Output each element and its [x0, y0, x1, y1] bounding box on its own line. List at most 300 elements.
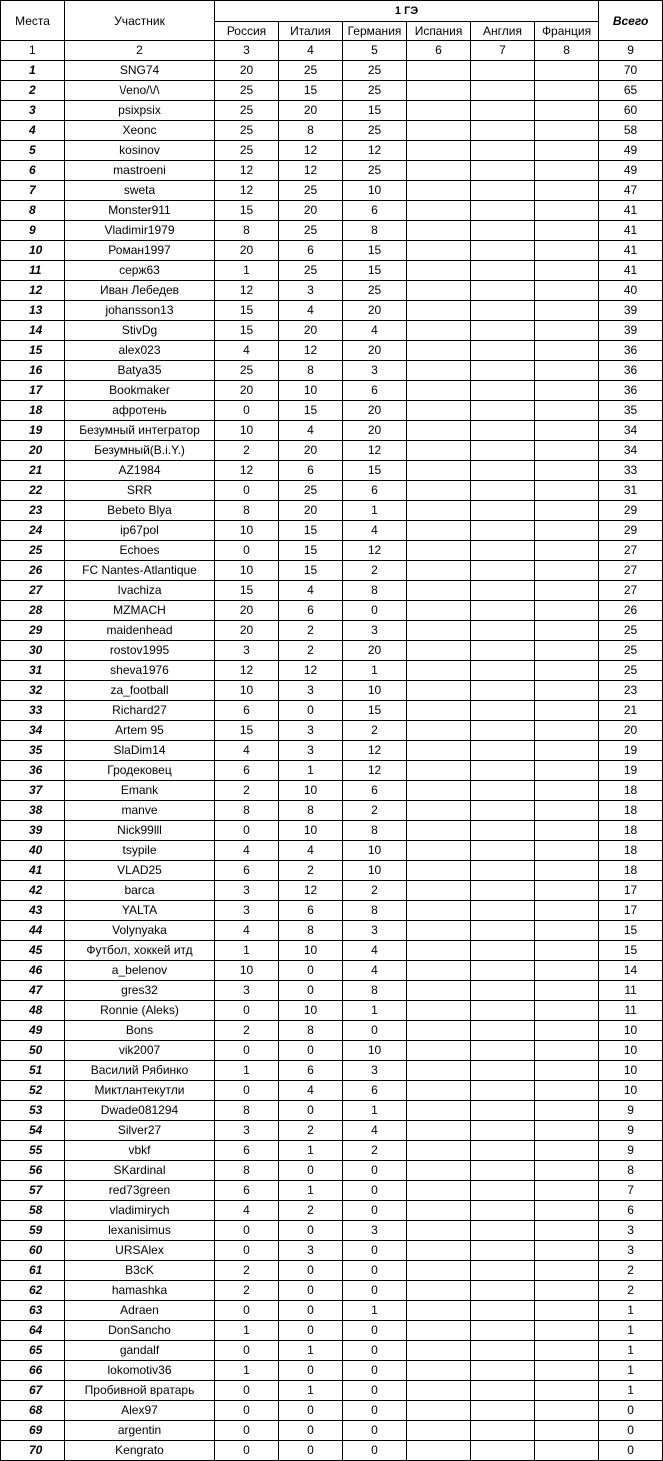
score-cell: 15 — [215, 321, 279, 341]
total-cell: 41 — [599, 241, 663, 261]
score-cell — [471, 421, 535, 441]
score-cell — [407, 1161, 471, 1181]
score-cell — [535, 101, 599, 121]
table-row — [1, 381, 663, 401]
total-cell: 10 — [599, 1021, 663, 1041]
score-cell: 0 — [215, 1341, 279, 1361]
score-cell: 0 — [279, 1361, 343, 1381]
score-cell — [535, 501, 599, 521]
total-cell: 41 — [599, 261, 663, 281]
score-cell: 0 — [279, 1041, 343, 1061]
table-row — [1, 181, 663, 201]
total-cell: 34 — [599, 421, 663, 441]
total-cell: 2 — [599, 1281, 663, 1301]
score-cell: 25 — [343, 161, 407, 181]
score-cell — [535, 981, 599, 1001]
place-cell: 44 — [1, 921, 65, 941]
participant-cell: barca — [65, 881, 215, 901]
place-cell: 6 — [1, 161, 65, 181]
participant-cell: Пробивной вратарь — [65, 1381, 215, 1401]
score-cell — [407, 1201, 471, 1221]
score-cell: 3 — [343, 361, 407, 381]
score-cell — [535, 561, 599, 581]
score-cell — [535, 1081, 599, 1101]
score-cell: 20 — [343, 641, 407, 661]
score-cell — [407, 1021, 471, 1041]
score-cell: 10 — [279, 781, 343, 801]
score-cell: 10 — [343, 681, 407, 701]
score-cell — [535, 1141, 599, 1161]
score-cell — [407, 261, 471, 281]
score-cell: 0 — [343, 1261, 407, 1281]
table-row — [1, 161, 663, 181]
score-cell: 15 — [279, 561, 343, 581]
participant-cell: Иван Лебедев — [65, 281, 215, 301]
place-cell: 33 — [1, 701, 65, 721]
table-row — [1, 901, 663, 921]
participant-cell: Richard27 — [65, 701, 215, 721]
score-cell — [471, 1441, 535, 1461]
score-cell — [535, 781, 599, 801]
score-cell: 8 — [279, 921, 343, 941]
place-cell: 3 — [1, 101, 65, 121]
participant-cell: ip67pol — [65, 521, 215, 541]
table-row — [1, 1041, 663, 1061]
country-header-spain: Испания — [407, 22, 471, 41]
total-cell: 9 — [599, 1121, 663, 1141]
place-cell: 68 — [1, 1401, 65, 1421]
place-cell: 13 — [1, 301, 65, 321]
score-cell — [535, 1061, 599, 1081]
score-cell: 4 — [279, 841, 343, 861]
score-cell — [535, 861, 599, 881]
score-cell — [407, 661, 471, 681]
total-cell: 41 — [599, 201, 663, 221]
score-cell — [535, 61, 599, 81]
score-cell — [471, 441, 535, 461]
score-cell: 4 — [215, 341, 279, 361]
participant-cell: DonSancho — [65, 1321, 215, 1341]
score-cell — [471, 1061, 535, 1081]
table-row — [1, 1401, 663, 1421]
score-cell — [535, 1401, 599, 1421]
total-cell: 1 — [599, 1341, 663, 1361]
column-number-row — [1, 41, 663, 61]
table-row — [1, 1381, 663, 1401]
column-number: 2 — [65, 41, 215, 61]
score-cell — [407, 1061, 471, 1081]
score-cell: 12 — [343, 441, 407, 461]
score-cell — [535, 581, 599, 601]
score-cell: 3 — [279, 1241, 343, 1261]
table-row — [1, 1441, 663, 1461]
place-cell: 4 — [1, 121, 65, 141]
score-cell: 15 — [215, 721, 279, 741]
score-cell: 25 — [279, 181, 343, 201]
score-cell — [407, 1121, 471, 1141]
score-cell: 6 — [279, 241, 343, 261]
score-cell: 10 — [343, 841, 407, 861]
score-cell — [407, 1381, 471, 1401]
score-cell: 6 — [343, 1081, 407, 1101]
score-cell: 10 — [343, 1041, 407, 1061]
total-cell: 47 — [599, 181, 663, 201]
score-cell — [471, 1021, 535, 1041]
score-cell: 15 — [215, 301, 279, 321]
participant-cell: maidenhead — [65, 621, 215, 641]
score-cell — [535, 521, 599, 541]
participant-cell: rostov1995 — [65, 641, 215, 661]
score-cell: 2 — [215, 1021, 279, 1041]
score-cell: 12 — [343, 541, 407, 561]
score-cell: 20 — [343, 421, 407, 441]
score-cell — [471, 741, 535, 761]
participant-cell: Kengrato — [65, 1441, 215, 1461]
score-cell — [407, 701, 471, 721]
score-cell: 0 — [215, 1221, 279, 1241]
score-cell: 2 — [215, 1261, 279, 1281]
score-cell — [535, 1221, 599, 1241]
place-cell: 15 — [1, 341, 65, 361]
score-cell: 0 — [343, 1361, 407, 1381]
score-cell — [535, 1261, 599, 1281]
total-cell: 18 — [599, 801, 663, 821]
score-cell: 12 — [279, 661, 343, 681]
score-cell: 25 — [215, 361, 279, 381]
score-cell — [407, 181, 471, 201]
total-cell: 25 — [599, 661, 663, 681]
place-cell: 52 — [1, 1081, 65, 1101]
place-cell: 28 — [1, 601, 65, 621]
score-cell: 20 — [215, 381, 279, 401]
total-cell: 70 — [599, 61, 663, 81]
score-cell — [407, 1261, 471, 1281]
score-cell — [471, 981, 535, 1001]
place-cell: 57 — [1, 1181, 65, 1201]
score-cell: 12 — [343, 761, 407, 781]
score-cell: 1 — [279, 1341, 343, 1361]
score-cell: 0 — [279, 961, 343, 981]
score-cell — [471, 921, 535, 941]
score-cell — [471, 681, 535, 701]
score-cell — [407, 1001, 471, 1021]
total-cell: 3 — [599, 1241, 663, 1261]
place-cell: 21 — [1, 461, 65, 481]
score-cell — [535, 621, 599, 641]
score-cell — [471, 561, 535, 581]
total-cell: 20 — [599, 721, 663, 741]
total-cell: 18 — [599, 861, 663, 881]
score-cell — [407, 481, 471, 501]
score-cell — [407, 201, 471, 221]
participant-cell: gandalf — [65, 1341, 215, 1361]
participant-cell: B3cK — [65, 1261, 215, 1281]
place-cell: 41 — [1, 861, 65, 881]
score-cell — [535, 1121, 599, 1141]
score-cell: 20 — [215, 621, 279, 641]
table-row — [1, 1321, 663, 1341]
total-cell: 23 — [599, 681, 663, 701]
total-cell: 0 — [599, 1421, 663, 1441]
score-cell — [471, 281, 535, 301]
score-cell — [535, 801, 599, 821]
total-cell: 34 — [599, 441, 663, 461]
score-cell — [535, 601, 599, 621]
score-cell: 2 — [279, 1121, 343, 1141]
score-cell — [471, 1221, 535, 1241]
table-row — [1, 1301, 663, 1321]
column-number: 5 — [343, 41, 407, 61]
score-cell: 0 — [343, 1321, 407, 1341]
score-cell — [407, 121, 471, 141]
participant-cell: Dwade081294 — [65, 1101, 215, 1121]
score-cell: 0 — [343, 1421, 407, 1441]
place-cell: 27 — [1, 581, 65, 601]
place-cell: 34 — [1, 721, 65, 741]
score-cell — [535, 761, 599, 781]
score-cell: 0 — [279, 1281, 343, 1301]
score-cell: 0 — [215, 401, 279, 421]
participant-cell: Artem 95 — [65, 721, 215, 741]
score-cell: 10 — [279, 941, 343, 961]
table-row — [1, 521, 663, 541]
header-row — [1, 1, 663, 22]
participant-cell: URSAlex — [65, 1241, 215, 1261]
table-row — [1, 821, 663, 841]
total-cell: 39 — [599, 321, 663, 341]
total-cell: 3 — [599, 1221, 663, 1241]
score-cell — [471, 521, 535, 541]
score-cell: 3 — [279, 741, 343, 761]
score-cell: 4 — [215, 1201, 279, 1221]
country-header-france: Франция — [535, 22, 599, 41]
total-cell: 0 — [599, 1401, 663, 1421]
table-row — [1, 461, 663, 481]
participant-cell: StivDg — [65, 321, 215, 341]
score-cell: 25 — [215, 101, 279, 121]
score-cell — [471, 1341, 535, 1361]
score-cell — [407, 221, 471, 241]
total-cell: 40 — [599, 281, 663, 301]
score-cell — [471, 781, 535, 801]
table-row — [1, 201, 663, 221]
score-cell: 1 — [343, 1101, 407, 1121]
score-cell: 1 — [279, 761, 343, 781]
score-cell: 20 — [215, 241, 279, 261]
score-cell — [471, 1421, 535, 1441]
score-cell: 0 — [343, 1341, 407, 1361]
score-cell — [407, 441, 471, 461]
total-cell: 17 — [599, 881, 663, 901]
total-cell: 9 — [599, 1101, 663, 1121]
score-cell — [535, 141, 599, 161]
score-cell — [471, 1041, 535, 1061]
score-cell — [535, 641, 599, 661]
place-cell: 9 — [1, 221, 65, 241]
standings-body — [1, 61, 663, 1461]
score-cell: 0 — [279, 1321, 343, 1341]
place-cell: 1 — [1, 61, 65, 81]
place-cell: 32 — [1, 681, 65, 701]
score-cell: 4 — [343, 1121, 407, 1141]
score-cell: 3 — [343, 921, 407, 941]
score-cell: 12 — [215, 161, 279, 181]
total-cell: 49 — [599, 141, 663, 161]
score-cell — [407, 1401, 471, 1421]
table-row — [1, 101, 663, 121]
score-cell — [471, 1381, 535, 1401]
score-cell: 8 — [343, 821, 407, 841]
participant-cell: za_football — [65, 681, 215, 701]
total-cell: 19 — [599, 741, 663, 761]
score-cell: 2 — [215, 781, 279, 801]
participant-cell: hamashka — [65, 1281, 215, 1301]
score-cell — [407, 721, 471, 741]
total-cell: 18 — [599, 821, 663, 841]
score-cell: 2 — [343, 721, 407, 741]
place-cell: 31 — [1, 661, 65, 681]
total-cell: 9 — [599, 1141, 663, 1161]
score-cell: 8 — [215, 501, 279, 521]
score-cell — [471, 1401, 535, 1421]
score-cell — [471, 941, 535, 961]
score-cell — [471, 61, 535, 81]
score-cell — [535, 741, 599, 761]
place-cell: 19 — [1, 421, 65, 441]
score-cell: 8 — [279, 801, 343, 821]
table-row — [1, 1001, 663, 1021]
place-cell: 59 — [1, 1221, 65, 1241]
total-cell: 8 — [599, 1161, 663, 1181]
score-cell — [407, 241, 471, 261]
participant-cell: Bons — [65, 1021, 215, 1041]
score-cell — [471, 101, 535, 121]
score-cell — [535, 121, 599, 141]
score-cell — [471, 1101, 535, 1121]
score-cell: 0 — [343, 1021, 407, 1041]
score-cell — [535, 721, 599, 741]
score-cell: 20 — [279, 201, 343, 221]
score-cell: 6 — [279, 1061, 343, 1081]
participant-cell: Василий Рябинко — [65, 1061, 215, 1081]
score-cell — [535, 281, 599, 301]
participant-cell: Xeonc — [65, 121, 215, 141]
total-cell: 41 — [599, 221, 663, 241]
table-row — [1, 1221, 663, 1241]
score-cell: 4 — [343, 521, 407, 541]
score-cell: 12 — [279, 161, 343, 181]
total-cell: 36 — [599, 341, 663, 361]
total-cell: 49 — [599, 161, 663, 181]
score-cell — [407, 541, 471, 561]
score-cell: 25 — [215, 81, 279, 101]
score-cell — [407, 941, 471, 961]
score-cell: 4 — [343, 321, 407, 341]
score-cell: 0 — [215, 1381, 279, 1401]
participant-cell: johansson13 — [65, 301, 215, 321]
table-row — [1, 781, 663, 801]
participant-cell: gres32 — [65, 981, 215, 1001]
score-cell: 4 — [343, 961, 407, 981]
table-row — [1, 881, 663, 901]
score-cell: 15 — [279, 401, 343, 421]
score-cell: 4 — [279, 581, 343, 601]
score-cell: 10 — [215, 421, 279, 441]
score-cell — [471, 81, 535, 101]
score-cell: 10 — [215, 961, 279, 981]
score-cell — [407, 581, 471, 601]
score-cell — [535, 321, 599, 341]
score-cell: 0 — [215, 1441, 279, 1461]
column-number: 9 — [599, 41, 663, 61]
score-cell: 12 — [279, 881, 343, 901]
score-cell — [471, 261, 535, 281]
table-row — [1, 401, 663, 421]
score-cell: 2 — [279, 1201, 343, 1221]
participant-cell: lexanisimus — [65, 1221, 215, 1241]
score-cell: 15 — [343, 241, 407, 261]
score-cell: 6 — [215, 1141, 279, 1161]
score-cell: 0 — [279, 1421, 343, 1441]
score-cell: 4 — [343, 941, 407, 961]
place-cell: 5 — [1, 141, 65, 161]
score-cell — [407, 1221, 471, 1241]
participant-cell: Ronnie (Aleks) — [65, 1001, 215, 1021]
score-cell — [407, 921, 471, 941]
score-cell: 0 — [215, 1241, 279, 1261]
score-cell: 0 — [343, 1281, 407, 1301]
score-cell: 0 — [343, 1181, 407, 1201]
table-row — [1, 1181, 663, 1201]
score-cell — [535, 541, 599, 561]
score-cell — [407, 961, 471, 981]
score-cell: 20 — [279, 441, 343, 461]
place-cell: 35 — [1, 741, 65, 761]
country-header-italy: Италия — [279, 22, 343, 41]
place-cell: 47 — [1, 981, 65, 1001]
table-row — [1, 1141, 663, 1161]
score-cell — [535, 461, 599, 481]
score-cell: 20 — [279, 501, 343, 521]
total-cell: 27 — [599, 561, 663, 581]
participant-cell: manve — [65, 801, 215, 821]
score-cell: 2 — [343, 1141, 407, 1161]
place-cell: 22 — [1, 481, 65, 501]
total-cell: 25 — [599, 621, 663, 641]
score-cell: 4 — [279, 301, 343, 321]
score-cell — [471, 821, 535, 841]
score-cell — [471, 801, 535, 821]
score-cell: 8 — [343, 581, 407, 601]
score-cell: 6 — [343, 381, 407, 401]
score-cell — [535, 181, 599, 201]
country-header-germany: Германия — [343, 22, 407, 41]
score-cell — [535, 261, 599, 281]
participant-cell: \/eno/\/\ — [65, 81, 215, 101]
total-cell: 35 — [599, 401, 663, 421]
score-cell: 3 — [215, 881, 279, 901]
score-cell: 20 — [215, 601, 279, 621]
score-cell — [407, 1281, 471, 1301]
score-cell — [535, 1181, 599, 1201]
score-cell: 15 — [279, 81, 343, 101]
score-cell: 6 — [279, 461, 343, 481]
score-cell — [535, 661, 599, 681]
score-cell: 4 — [215, 741, 279, 761]
score-cell: 0 — [279, 1441, 343, 1461]
score-cell — [535, 1441, 599, 1461]
place-cell: 36 — [1, 761, 65, 781]
